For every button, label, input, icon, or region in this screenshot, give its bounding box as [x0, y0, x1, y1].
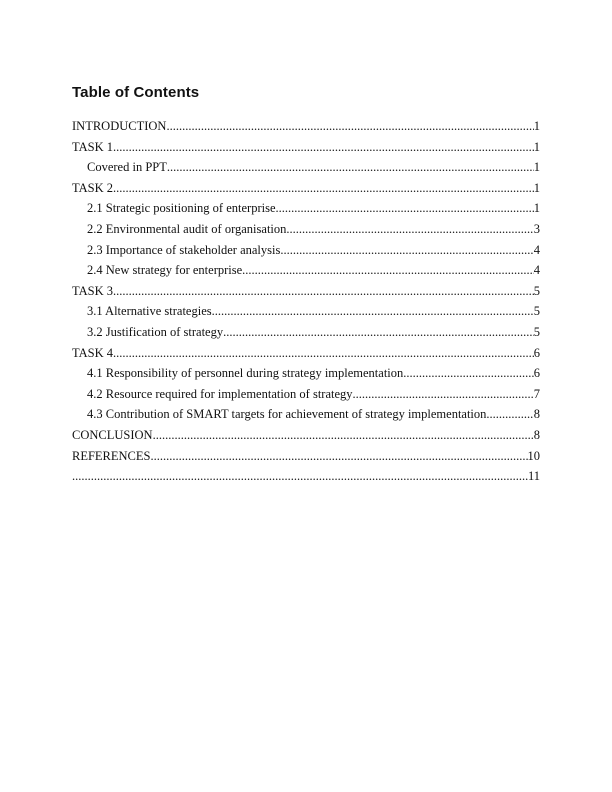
toc-entry[interactable]: [72, 119, 540, 140]
toc-entry-page-number: 5: [533, 324, 540, 339]
toc-entry[interactable]: [72, 140, 540, 161]
toc-entry-page-number: 5: [533, 304, 540, 319]
toc-entry-label: 3.2 Justification of strategy: [87, 324, 224, 339]
toc-dot-leader: [403, 366, 533, 381]
toc-dot-leader: [167, 160, 534, 175]
page-title: Table of Contents: [72, 84, 200, 101]
toc-entry-label: 3.1 Alternative strategies: [87, 304, 212, 319]
toc-entry-label: TASK 4: [72, 345, 114, 360]
toc-entry-label: REFERENCES: [72, 448, 151, 463]
toc-dot-leader: [151, 449, 528, 464]
toc-entry-label: 2.4 New strategy for enterprise: [87, 263, 243, 278]
toc-entry[interactable]: [72, 407, 540, 428]
toc-entry-label: CONCLUSION: [72, 427, 153, 442]
toc-entry-page-number: 6: [533, 345, 540, 360]
toc-entry[interactable]: [72, 387, 540, 408]
toc-entry-page-number: 10: [527, 448, 540, 463]
toc-entry-page-number: 4: [533, 242, 540, 257]
toc-dot-leader: [113, 346, 534, 361]
toc-entry-page-number: 1: [533, 139, 540, 154]
toc-entry-page-number: 4: [533, 263, 540, 278]
toc-entry-label: 2.1 Strategic positioning of enterprise: [87, 201, 276, 216]
toc-entry-page-number: 1: [533, 180, 540, 195]
toc-entry-page-number: 5: [533, 283, 540, 298]
toc-entry[interactable]: [72, 428, 540, 449]
toc-entry-page-number: 6: [533, 366, 540, 381]
toc-entry-page-number: 1: [533, 119, 540, 133]
toc-dot-leader: [276, 201, 534, 216]
toc-entry-label: INTRODUCTION: [72, 119, 167, 133]
toc-dot-leader: [113, 181, 534, 196]
toc-entry[interactable]: [72, 325, 540, 346]
toc-entry-page-number: 1: [533, 160, 540, 175]
toc-entry[interactable]: [72, 449, 540, 470]
toc-entry[interactable]: [72, 346, 540, 367]
toc-dot-leader: [113, 284, 534, 299]
toc-entry[interactable]: [72, 160, 540, 181]
toc-entry-page-number: 8: [533, 427, 540, 442]
toc-entry-label: 4.2 Resource required for implementation of strategy: [87, 386, 353, 401]
toc-entry-label: TASK 3: [72, 283, 114, 298]
toc-dot-leader: [242, 263, 534, 278]
toc-entry-label: 2.2 Environmental audit of organisation: [87, 221, 287, 236]
toc-dot-leader: [153, 428, 534, 443]
toc-dot-leader: [166, 119, 533, 134]
toc-dot-leader: [113, 140, 534, 155]
toc-entry-label: 4.3 Contribution of SMART targets for achievement of strategy implementation: [87, 407, 487, 422]
toc-entry-label: TASK 2: [72, 180, 114, 195]
toc-entry-page-number: 3: [533, 221, 540, 236]
toc-entry[interactable]: [72, 243, 540, 264]
toc-dot-leader: [212, 304, 534, 319]
toc-entry[interactable]: [72, 222, 540, 243]
toc-entry-page-number: 1: [533, 201, 540, 216]
toc-entry[interactable]: [72, 284, 540, 305]
toc-entry-page-number: 7: [533, 386, 540, 401]
toc-dot-leader: [280, 243, 533, 258]
toc-entry[interactable]: [72, 366, 540, 387]
toc-entry-label: TASK 1: [72, 139, 114, 154]
toc-entry-page-number: 11: [527, 469, 540, 484]
toc-dot-leader: [353, 387, 534, 402]
toc-dot-leader: [486, 407, 533, 422]
toc-entry-label: Covered in PPT: [87, 160, 167, 175]
toc-entry-label: 2.3 Importance of stakeholder analysis: [87, 242, 281, 257]
toc-entry[interactable]: [72, 304, 540, 325]
toc-entry[interactable]: [72, 181, 540, 202]
toc-entry[interactable]: [72, 201, 540, 222]
toc-dot-leader: [286, 222, 533, 237]
toc-dot-leader: [223, 325, 534, 340]
toc-entry-label: 4.1 Responsibility of personnel during strategy implementation: [87, 366, 404, 381]
toc-entry-page-number: 8: [533, 407, 540, 422]
toc-dot-leader: [72, 469, 528, 484]
toc-list: [72, 119, 540, 490]
toc-entry[interactable]: [72, 263, 540, 284]
toc-entry[interactable]: [72, 469, 540, 490]
